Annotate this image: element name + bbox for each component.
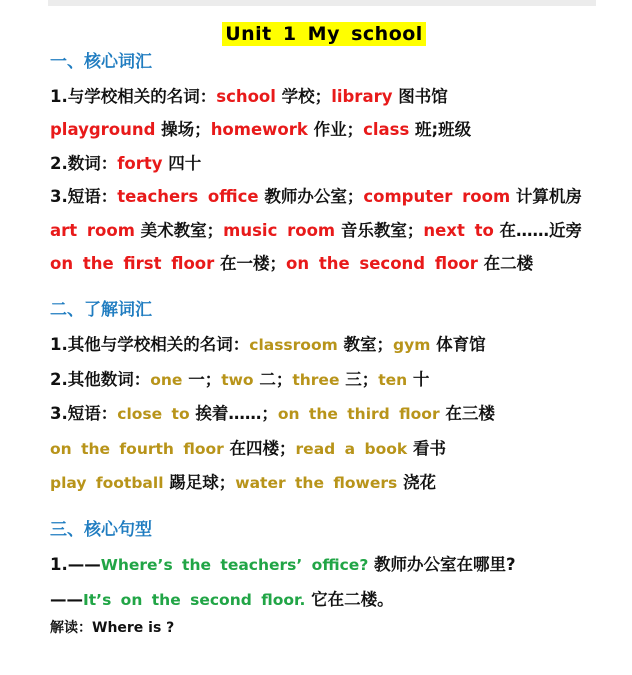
chinese-meaning: 图书馆 [392,87,448,106]
chinese-meaning: 操场； [155,120,211,140]
vocab-line [50,247,598,280]
chinese-meaning: 四十 [162,153,202,173]
english-word: on the second floor [286,254,478,274]
english-word: homework [210,120,308,140]
line-prefix: 2.数词： [50,153,118,173]
english-word: next to [423,220,494,240]
chinese-meaning: 看书 [407,438,446,458]
line-prefix: —— [50,589,83,609]
chinese-meaning: 音乐教室； [335,220,424,240]
line-prefix: 2.其他数词： [50,369,151,389]
chinese-meaning: 美术教室； [134,220,224,240]
vocab-line [50,214,598,247]
chinese-meaning: 在三楼 [439,404,495,424]
english-word: art room [50,220,135,240]
chinese-meaning: 计算机房 [510,187,582,207]
chinese-meaning: 作业； [307,120,364,140]
english-word: ten [378,370,408,389]
line-prefix: 3.短语： [50,404,118,424]
chinese-meaning: 踢足球； [163,473,236,493]
chinese-meaning: 教室； [337,335,394,355]
english-word: playground [50,120,156,140]
english-word: one [150,370,183,389]
chinese-meaning: 在四楼； [223,438,296,458]
page-top-border [48,0,596,6]
english-word: read a book [295,439,408,458]
vocab-line [50,180,598,213]
vocab-line [50,80,598,113]
english-word: computer room [363,187,511,207]
line-prefix: 3.短语： [50,187,118,207]
section-heading-extra-vocabulary: 二、了解词汇 [50,300,152,321]
chinese-meaning: 三； [339,369,379,389]
chinese-meaning: 教师办公室在哪里? [368,555,516,575]
line-prefix: 1.—— [50,555,101,575]
english-word: classroom [249,336,338,355]
section-heading-core-vocabulary: 一、核心词汇 [50,52,152,72]
english-word: two [221,370,254,389]
chinese-meaning: 十 [407,369,430,389]
chinese-meaning: 在……近旁 [493,220,583,240]
chinese-meaning: 挨着……； [189,404,278,424]
chinese-meaning: 学校； [275,87,332,106]
english-word: on the third floor [277,405,440,424]
document-page [50,22,598,639]
explanation-line-partial: 解读：Where is ? [50,620,175,637]
chinese-meaning: 体育馆 [430,335,486,355]
title-wrap [50,22,598,46]
english-sentence: Where’s the teachers’ office? [100,556,369,575]
english-word: class [363,120,410,140]
english-word: gym [393,336,431,355]
vocab-line [50,432,598,466]
english-word: school [216,87,276,106]
chinese-meaning: 二； [253,369,293,389]
chinese-meaning: 一； [182,369,222,389]
english-word: library [331,87,393,106]
vocab-line [50,147,598,180]
english-word: water the flowers [235,474,398,493]
english-word: play football [50,474,164,493]
vocab-line [50,466,598,500]
chinese-meaning: 在一楼； [214,254,287,274]
line-prefix: 1.与学校相关的名词： [50,87,217,106]
english-word: on the fourth floor [50,439,224,458]
sentence-line [50,548,598,582]
english-word: teachers office [117,187,259,207]
english-word: forty [117,153,163,173]
english-sentence: It’s on the second floor. [83,590,306,609]
chinese-meaning: 在二楼 [477,254,534,274]
chinese-meaning: 班;班级 [409,120,472,140]
vocab-line [50,328,598,362]
english-word: close to [117,405,190,424]
english-word: on the first floor [50,254,215,274]
english-word: three [292,370,340,389]
vocab-line [50,113,598,146]
unit-title: Unit 1 My school [222,22,426,46]
chinese-meaning: 它在二楼。 [305,589,394,609]
chinese-meaning: 浇花 [397,473,436,493]
section-heading-core-sentences: 三、核心句型 [50,520,152,541]
vocab-line [50,397,598,431]
english-word: music room [223,220,336,240]
chinese-meaning: 教师办公室； [258,187,364,207]
line-prefix: 1.其他与学校相关的名词： [50,335,250,355]
sentence-line [50,583,598,617]
vocab-line [50,363,598,397]
